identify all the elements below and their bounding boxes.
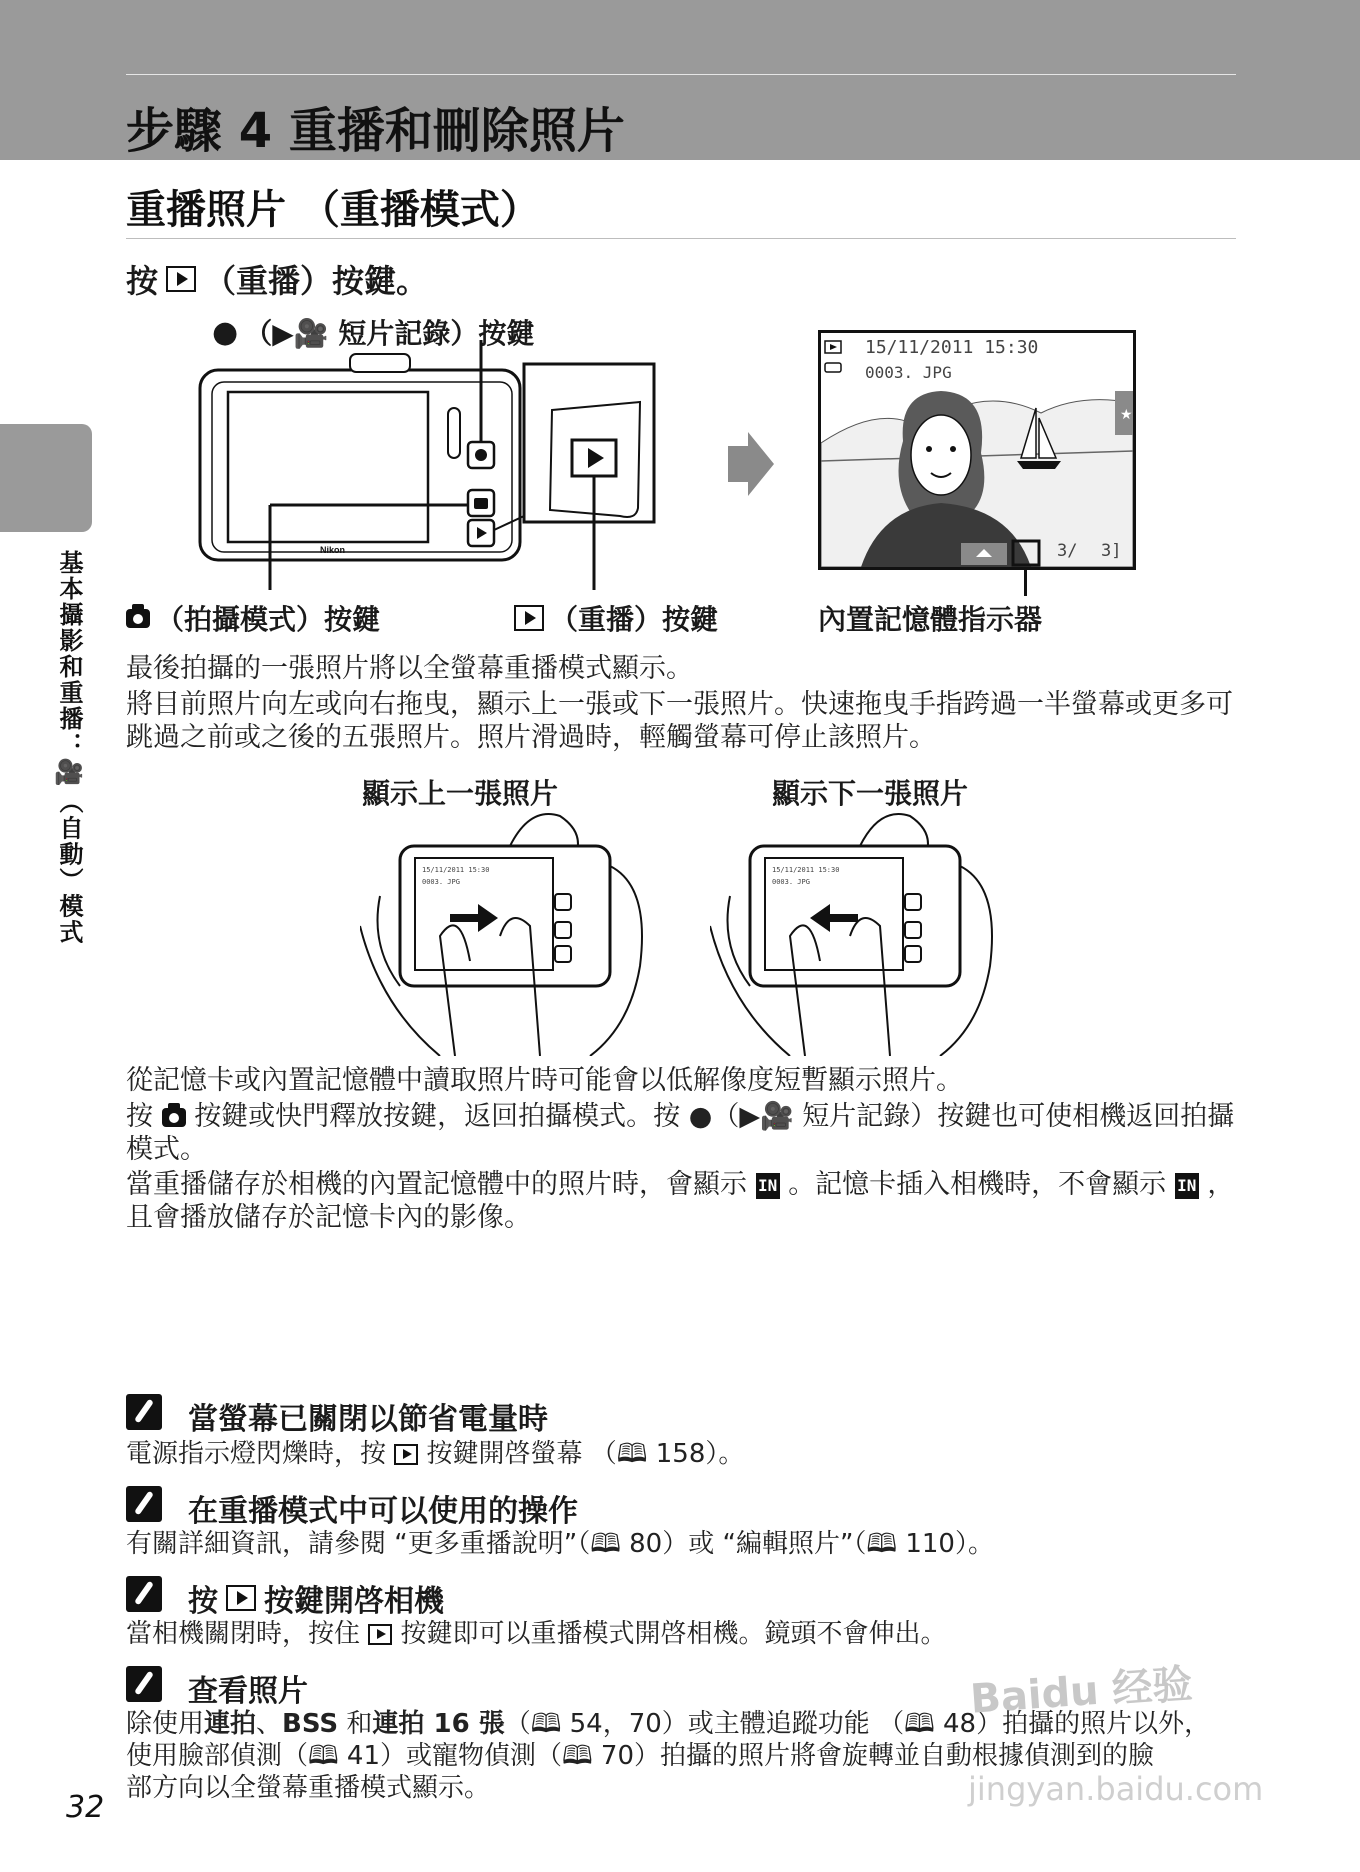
note-pencil-icon bbox=[126, 1576, 162, 1612]
camera-mode-icon bbox=[162, 1108, 186, 1127]
note-4-text: 和 bbox=[338, 1709, 373, 1739]
bullet-2-prefix: 按 bbox=[126, 1101, 153, 1132]
note-1-body-a: 電源指示燈閃爍時，按 bbox=[126, 1439, 387, 1469]
bullet-2 bbox=[126, 1100, 1236, 1166]
play-button-icon bbox=[166, 266, 196, 292]
chapter-title: 步驟 4 重播和刪除照片 bbox=[126, 103, 625, 159]
camera-brand-logo: Nikon bbox=[320, 545, 346, 555]
section-rule bbox=[126, 238, 1236, 239]
playback-screen bbox=[818, 330, 1136, 570]
play-button-icon bbox=[368, 1624, 392, 1645]
play-button-label: （重播）按鍵 bbox=[550, 603, 719, 636]
swipe-prev-date: 15/11/2011 15:30 bbox=[422, 866, 490, 874]
swipe-prev-file: 0003. JPG bbox=[422, 878, 460, 886]
note-3-body-b: 按鍵即可以重播模式開啓相機。鏡頭不會伸出。 bbox=[400, 1619, 947, 1649]
swipe-next-file: 0003. JPG bbox=[772, 878, 810, 886]
note-pencil-icon bbox=[126, 1486, 162, 1522]
paragraph-2: 將目前照片向左或向右拖曳，顯示上一張或下一張照片。快速拖曳手指跨過一半螢幕或更多可跳過之前或之後的五張照片。照片滑過時，輕觸螢幕可停止該照片。 bbox=[126, 689, 1233, 753]
note-pencil-icon bbox=[126, 1666, 162, 1702]
shoot-button-callout bbox=[126, 598, 380, 638]
screen-datetime: 15/11/2011 15:30 bbox=[865, 337, 1039, 358]
swipe-prev-illustration bbox=[360, 806, 660, 1056]
note-2-body: 有關詳細資訊，請參閱 “更多重播說明”（🕮 80）或 “編輯照片”（🕮 110）。 bbox=[126, 1529, 994, 1559]
note-4-body-line-3: 部方向以全螢幕重播模式顯示。 bbox=[126, 1773, 491, 1803]
note-1-body-b: 按鍵開啓螢幕 （🕮 158）。 bbox=[426, 1439, 745, 1469]
bullet-3-c: ，且會播放儲存於記憶卡內的影像。 bbox=[126, 1169, 1235, 1233]
note-2-title: 在重播模式中可以使用的操作 bbox=[188, 1494, 578, 1529]
play-button-icon bbox=[514, 605, 544, 631]
note-4-bold: 連拍 bbox=[204, 1709, 257, 1739]
note-4-text: （🕮 54，70）或主體追蹤功能 （🕮 48）拍攝的照片以外， bbox=[504, 1709, 1211, 1739]
note-4-text: 、 bbox=[256, 1709, 283, 1739]
memory-indicator-label: 內置記憶體指示器 bbox=[818, 603, 1043, 636]
screen-filename: 0003. JPG bbox=[865, 363, 952, 382]
svg-text:★: ★ bbox=[1120, 407, 1133, 423]
step-instruction bbox=[126, 256, 428, 302]
section-title: 重播照片 （重播模式） bbox=[126, 187, 540, 233]
side-tab bbox=[0, 424, 92, 532]
note-3-title-a: 按 bbox=[188, 1584, 218, 1619]
camera-mode-icon bbox=[126, 609, 150, 628]
bullet-1: 從記憶卡或內置記憶體中讀取照片時可能會以低解像度短暫顯示照片。 bbox=[126, 1065, 963, 1096]
screen-counter-current: 3/ bbox=[1057, 541, 1078, 561]
play-button-icon bbox=[226, 1585, 256, 1611]
bullet-3 bbox=[126, 1168, 1236, 1234]
note-1-title: 當螢幕已關閉以節省電量時 bbox=[188, 1402, 548, 1437]
record-dot-icon: ● bbox=[212, 314, 239, 350]
play-button-icon bbox=[394, 1444, 418, 1465]
camera-screen bbox=[228, 392, 428, 542]
memory-indicator-leader bbox=[1024, 568, 1027, 596]
swipe-next-label: 顯示下一張照片 bbox=[772, 777, 969, 810]
note-1-body bbox=[126, 1438, 744, 1470]
note-3-body bbox=[126, 1618, 947, 1650]
bullet-3-a: 當重播儲存於相機的內置記憶體中的照片時，會顯示 bbox=[126, 1169, 747, 1200]
step-prefix: 按 bbox=[126, 262, 159, 300]
bullet-3-b: 。記憶卡插入相機時，不會顯示 bbox=[788, 1169, 1167, 1200]
paragraph-1: 最後拍攝的一張照片將以全螢幕重播模式顯示。 bbox=[126, 653, 693, 684]
note-4-bold: BSS bbox=[282, 1709, 339, 1739]
side-chapter-label: 基本攝影和重播：🎥（自動）模式 bbox=[55, 550, 83, 946]
note-4-bold: 連拍 16 張 bbox=[372, 1709, 505, 1739]
right-arrow-icon bbox=[728, 432, 774, 496]
step-suffix: （重播）按鍵。 bbox=[204, 262, 429, 300]
note-3-title-b: 按鍵開啓相機 bbox=[264, 1584, 444, 1619]
screen-counter-total: 3] bbox=[1101, 541, 1122, 561]
watermark-logo: Baidu 经验 bbox=[968, 1661, 1194, 1723]
watermark-url: jingyan.baidu.com bbox=[968, 1770, 1264, 1808]
note-4-text: 除使用 bbox=[126, 1709, 205, 1739]
play-button-callout bbox=[514, 598, 718, 638]
swipe-prev-label: 顯示上一張照片 bbox=[362, 777, 559, 810]
internal-memory-icon: IN bbox=[1175, 1173, 1199, 1199]
swipe-next-illustration bbox=[710, 806, 1010, 1056]
note-3-body-a: 當相機關閉時，按住 bbox=[126, 1619, 361, 1649]
page-number: 32 bbox=[66, 1790, 105, 1825]
note-4-body-line-2: 使用臉部偵測（🕮 41）或寵物偵測（🕮 70）拍攝的照片將會旋轉並自動根據偵測到的臉 bbox=[126, 1741, 1155, 1771]
shoot-button-label: （拍攝模式）按鍵 bbox=[156, 603, 381, 636]
note-4-title: 查看照片 bbox=[188, 1674, 308, 1709]
camera-diagram bbox=[190, 340, 690, 590]
movie-button-label: （▶︎🎥 短片記錄）按鍵 bbox=[244, 317, 535, 350]
bullet-2-rest: 按鍵或快門釋放按鍵，返回拍攝模式。按 ●（▶︎🎥 短片記錄）按鍵也可使相機返回拍攝模式。 bbox=[126, 1101, 1235, 1165]
internal-memory-icon: IN bbox=[756, 1173, 780, 1199]
swipe-next-date: 15/11/2011 15:30 bbox=[772, 866, 840, 874]
note-pencil-icon bbox=[126, 1394, 162, 1430]
note-3-title bbox=[188, 1576, 444, 1620]
header-rule bbox=[126, 74, 1236, 75]
